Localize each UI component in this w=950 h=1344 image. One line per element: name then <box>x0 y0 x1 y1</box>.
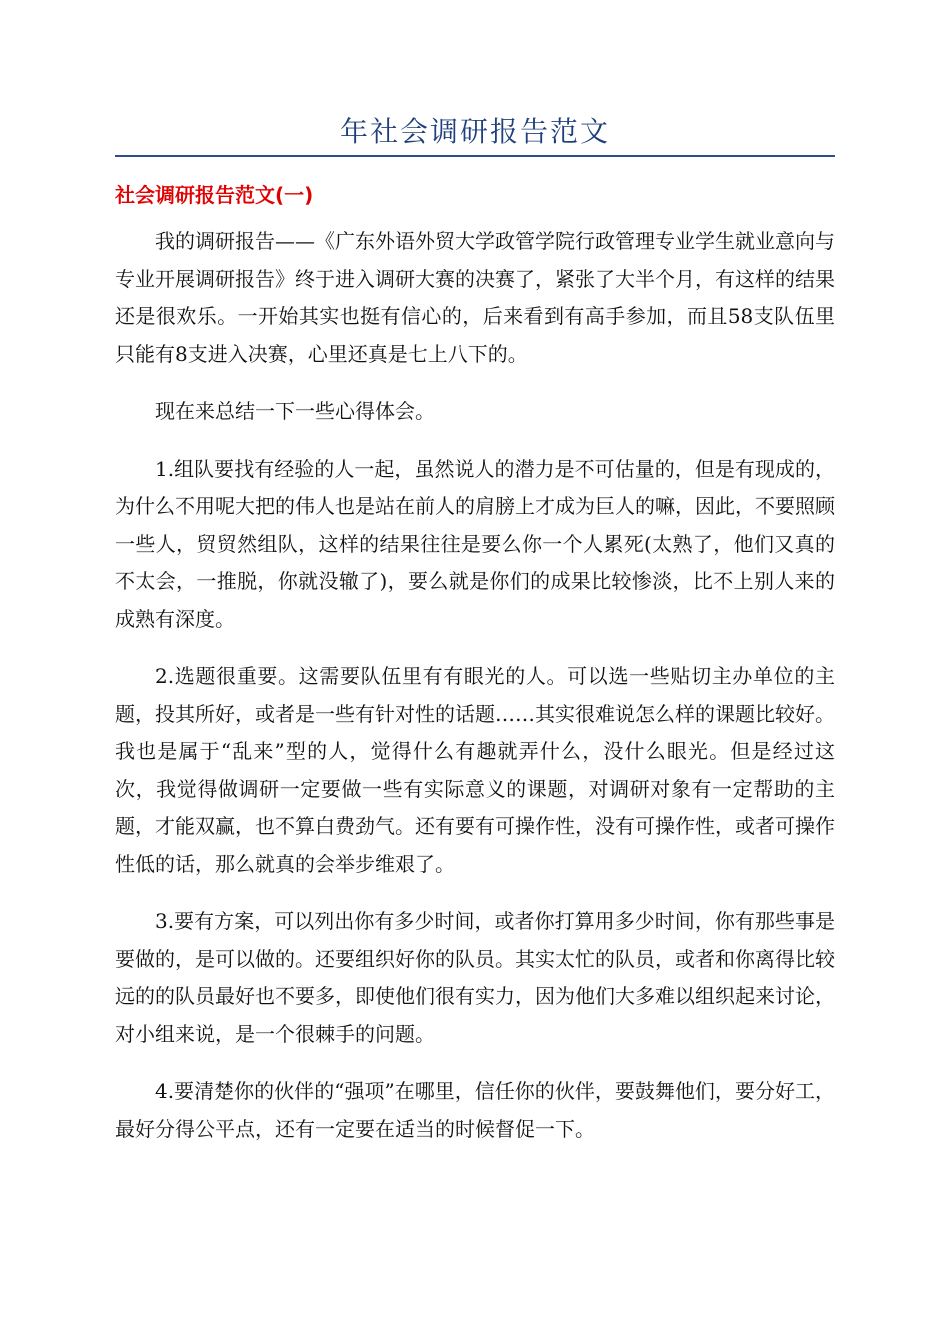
paragraph-point-3: 3.要有方案，可以列出你有多少时间，或者你打算用多少时间，你有那些事是要做的，是可以做的。还要组织好你的队员。其实太忙的队员，或者和你离得比较远的的队员最好也不要多，即使他们很有实力，因为他们大多难以组织起来讨论，对小组来说，是一个很棘手的问题。 <box>115 909 835 1046</box>
paragraph-point-4: 4.要清楚你的伙伴的“强项”在哪里，信任你的伙伴，要鼓舞他们，要分好工，最好分得公平点，还有一定要在适当的时候督促一下。 <box>115 1079 835 1141</box>
paragraph-summary-lead: 现在来总结一下一些心得体会。 <box>155 399 435 423</box>
paragraph-point-1: 1.组队要找有经验的人一起，虽然说人的潜力是不可估量的，但是有现成的，为什么不用呢大把的伟人也是站在前人的肩膀上才成为巨人的嘛，因此，不要照顾一些人，贸贸然组队，这样的结果往往是要么你一个人累死(太熟了，他们又真的不太会，一推脱，你就没辙了)，要么就是你们的成果比较惨淡，比不上别人来的成熟有深度。 <box>115 456 835 631</box>
section-heading: 社会调研报告范文(一) <box>115 183 314 207</box>
paragraph-intro: 我的调研报告——《广东外语外贸大学政管学院行政管理专业学生就业意向与专业开展调研报告》终于进入调研大赛的决赛了，紧张了大半个月，有这样的结果还是很欢乐。一开始其实也挺有信心的，后来看到有高手参加，而且58支队伍里只能有8支进入决赛，心里还真是七上八下的。 <box>115 229 835 366</box>
body-text <box>115 223 835 1168</box>
paragraph-point-2: 2.选题很重要。这需要队伍里有有眼光的人。可以选一些贴切主办单位的主题，投其所好，或者是一些有针对性的话题……其实很难说怎么样的课题比较好。我也是属于“乱来”型的人，觉得什么有趣就弄什么，没什么眼光。但是经过这次，我觉得做调研一定要做一些有实际意义的课题，对调研对象有一定帮助的主题，才能双赢，也不算白费劲气。还有要有可操作性，没有可操作性，或者可操作性低的话，那么就真的会举步维艰了。 <box>115 664 835 876</box>
document-title: 年社会调研报告范文 <box>339 115 610 148</box>
title-underline-rule <box>115 155 835 157</box>
